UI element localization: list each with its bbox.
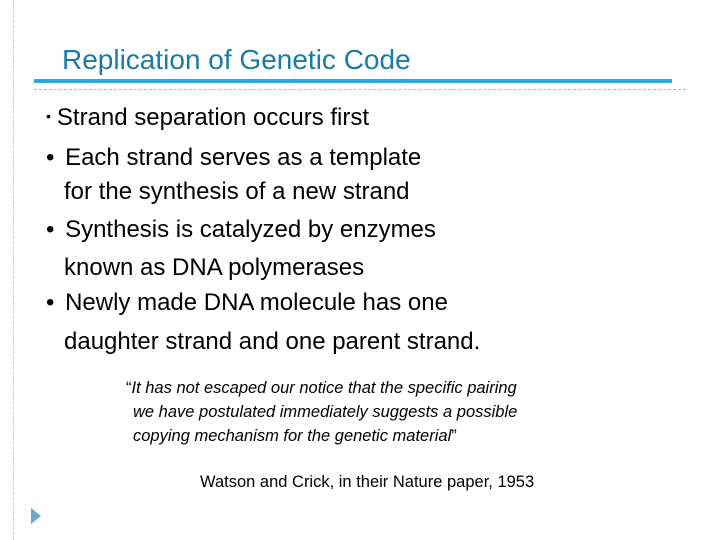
bullet-text: Strand separation occurs first bbox=[56, 104, 370, 131]
quote-line-1 bbox=[126, 376, 517, 400]
bullet-dot: • bbox=[46, 216, 55, 243]
bullet-text: Newly made DNA molecule has one bbox=[65, 289, 448, 316]
close-quote-mark: ” bbox=[451, 427, 457, 445]
triangle-right-icon[interactable] bbox=[31, 508, 41, 524]
bullet-text: Each strand serves as a template bbox=[65, 144, 422, 171]
quote-attribution: Watson and Crick, in their Nature paper, 1953 bbox=[200, 473, 535, 491]
open-quote-mark: “ bbox=[126, 379, 132, 397]
quote-line-3 bbox=[126, 424, 517, 448]
bullet-continuation: for the synthesis of a new strand bbox=[64, 178, 410, 205]
quote-line-2: we have postulated immediately suggests a possible bbox=[133, 403, 518, 421]
bullet-dot: • bbox=[46, 144, 55, 171]
title-dashed-rule bbox=[34, 89, 686, 90]
bullet-item-2 bbox=[46, 141, 421, 175]
bullet-dot: • bbox=[46, 108, 51, 124]
bullet-item-1 bbox=[46, 104, 369, 132]
bullet-dot: • bbox=[46, 289, 55, 316]
quote-text: copying mechanism for the genetic material bbox=[133, 427, 452, 445]
quote-block bbox=[126, 376, 517, 448]
quote-text: It has not escaped our notice that the specific pairing bbox=[131, 379, 517, 397]
slide-title: Replication of Genetic Code bbox=[62, 44, 411, 75]
bullet-item-3 bbox=[46, 213, 436, 247]
title-underline bbox=[34, 79, 672, 83]
bullet-item-4 bbox=[46, 286, 448, 320]
bullet-continuation: daughter strand and one parent strand. bbox=[64, 328, 481, 355]
bullet-text: Synthesis is catalyzed by enzymes bbox=[65, 216, 436, 243]
bullet-continuation: known as DNA polymerases bbox=[64, 254, 365, 281]
left-guide-line bbox=[13, 0, 14, 540]
